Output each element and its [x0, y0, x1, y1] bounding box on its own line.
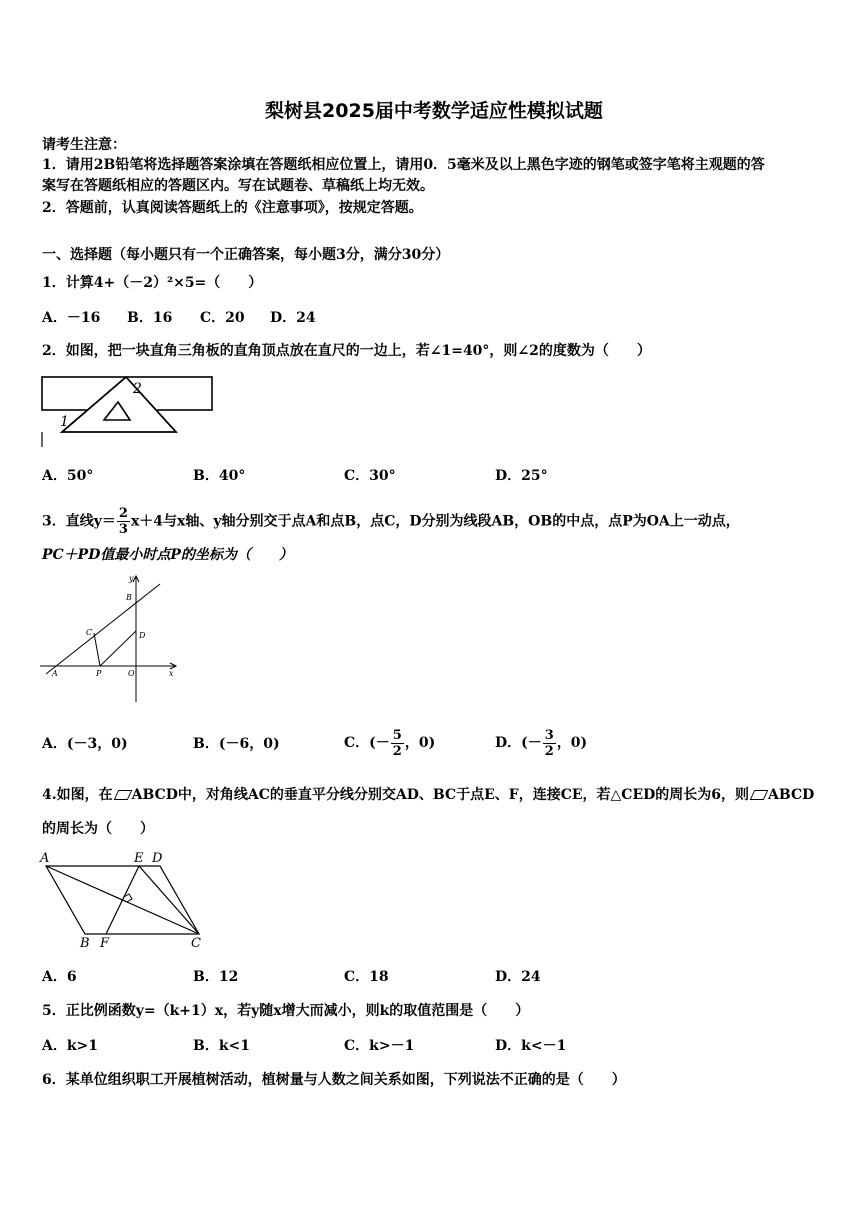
q4-label-c: C [191, 936, 201, 950]
q3-label-p: P [96, 669, 102, 678]
q4-stem-line2: 的周长为（ ） [42, 821, 154, 837]
q3-label-a: A [52, 669, 58, 678]
q3-option-c-post: ，0) [404, 735, 436, 751]
q5-option-c: C．k>－1 [344, 1038, 415, 1054]
q1-stem: 1．计算4+（－2）²×5=（ ） [42, 275, 263, 291]
q3-stem-pre: 3．直线y＝ [42, 513, 116, 530]
q3-label-o: O [128, 669, 135, 678]
q3-option-d-num: 3 [544, 727, 554, 743]
q4-label-b: B [80, 936, 90, 950]
q1-option-b: B．16 [127, 310, 173, 326]
notice-heading: 请考生注意： [42, 137, 126, 153]
q4-stem [42, 786, 814, 804]
q3-fraction [117, 506, 130, 537]
q4-option-b: B．12 [193, 969, 239, 985]
q3-stem-line2: PC＋PD值最小时点P的坐标为（ ） [42, 547, 293, 563]
q2-option-d: D．25° [495, 468, 548, 484]
q3-frac-num: 2 [118, 506, 128, 521]
parallelogram-symbol [113, 790, 132, 800]
q3-label-b: B [126, 593, 132, 602]
notice-line-2: 2．答题前，认真阅读答题纸上的《注意事项》，按规定答题。 [42, 200, 423, 216]
q4-label-d: D [152, 851, 163, 866]
section-heading: 一、选择题（每小题只有一个正确答案，每小题3分，满分30分） [42, 247, 450, 263]
q6-stem: 6．某单位组织职工开展植树活动，植树量与人数之间关系如图，下列说法不正确的是（ ） [42, 1072, 626, 1088]
q4-option-d: D．24 [495, 969, 541, 985]
parallelogram-symbol [750, 790, 769, 800]
q2-option-b: B．40° [193, 468, 246, 484]
q3-option-c-den: 2 [392, 743, 402, 759]
q5-option-b: B．k<1 [193, 1038, 251, 1054]
q3-label-x: x [169, 669, 174, 678]
q4-option-c: C．18 [344, 969, 389, 985]
q3-option-c-num: 5 [392, 727, 402, 743]
q4-stem-c: ABCD [768, 787, 815, 803]
q3-option-c-pre: C．(－ [344, 735, 390, 751]
q4-label-f: F [100, 936, 110, 950]
q3-frac-den: 3 [118, 522, 128, 537]
q4-figure [38, 848, 213, 950]
q5-option-a: A．k>1 [42, 1038, 99, 1054]
q2-stem: 2．如图，把一块直角三角板的直角顶点放在直尺的一边上，若∠1=40°，则∠2的度数为（ ） [42, 343, 651, 359]
q3-option-a: A．(－3，0) [42, 736, 128, 752]
q3-figure [38, 570, 188, 705]
q3-label-y: y [129, 574, 134, 583]
q4-label-e: E [134, 851, 144, 866]
q3-option-d-frac [543, 728, 556, 759]
q3-option-c-frac [391, 728, 404, 759]
q3-option-c [344, 726, 435, 760]
q3-option-d [495, 726, 587, 760]
q1-option-c: C．20 [200, 310, 245, 326]
q5-option-d: D．k<－1 [495, 1038, 567, 1054]
q2-angle-1-label: 1 [60, 414, 69, 430]
q4-stem-a: 4.如图，在 [42, 787, 113, 803]
q3-label-d: D [139, 631, 146, 640]
q2-figure [40, 372, 220, 452]
q3-option-d-den: 2 [544, 743, 554, 759]
page-title: 梨树县2025届中考数学适应性模拟试题 [265, 100, 603, 122]
notice-line-1b: 案写在答题纸相应的答题区内。写在试题卷、草稿纸上均无效。 [42, 178, 434, 194]
q3-stem-post: x＋4与x轴、y轴分别交于点A和点B，点C，D分别为线段AB，OB的中点，点P为OA上一动点， [130, 513, 740, 530]
q4-stem-b: ABCD中，对角线AC的垂直平分线分别交AD、BC于点E、F，连接CE，若△CED的周长为6，则 [131, 787, 749, 803]
q3-option-b: B．(－6，0) [193, 736, 280, 752]
q1-option-d: D．24 [270, 310, 316, 326]
q1-option-a: A．－16 [42, 310, 101, 326]
q3-option-d-post: ，0) [556, 735, 588, 751]
q4-label-a: A [40, 851, 50, 866]
q2-angle-2-label: 2 [133, 381, 142, 397]
q2-option-c: C．30° [344, 468, 396, 484]
q4-option-a: A．6 [42, 969, 77, 985]
q5-stem: 5．正比例函数y=（k+1）x，若y随x增大而减小，则k的取值范围是（ ） [42, 1003, 530, 1019]
q2-option-a: A．50° [42, 468, 94, 484]
q3-label-c: C [86, 628, 93, 637]
notice-line-1: 1．请用2B铅笔将选择题答案涂填在答题纸相应位置上，请用0．5毫米及以上黑色字迹的钢笔或签字笔将主观题的答 [42, 157, 765, 173]
q3-stem [42, 506, 740, 537]
q3-option-d-pre: D．(－ [495, 735, 542, 751]
